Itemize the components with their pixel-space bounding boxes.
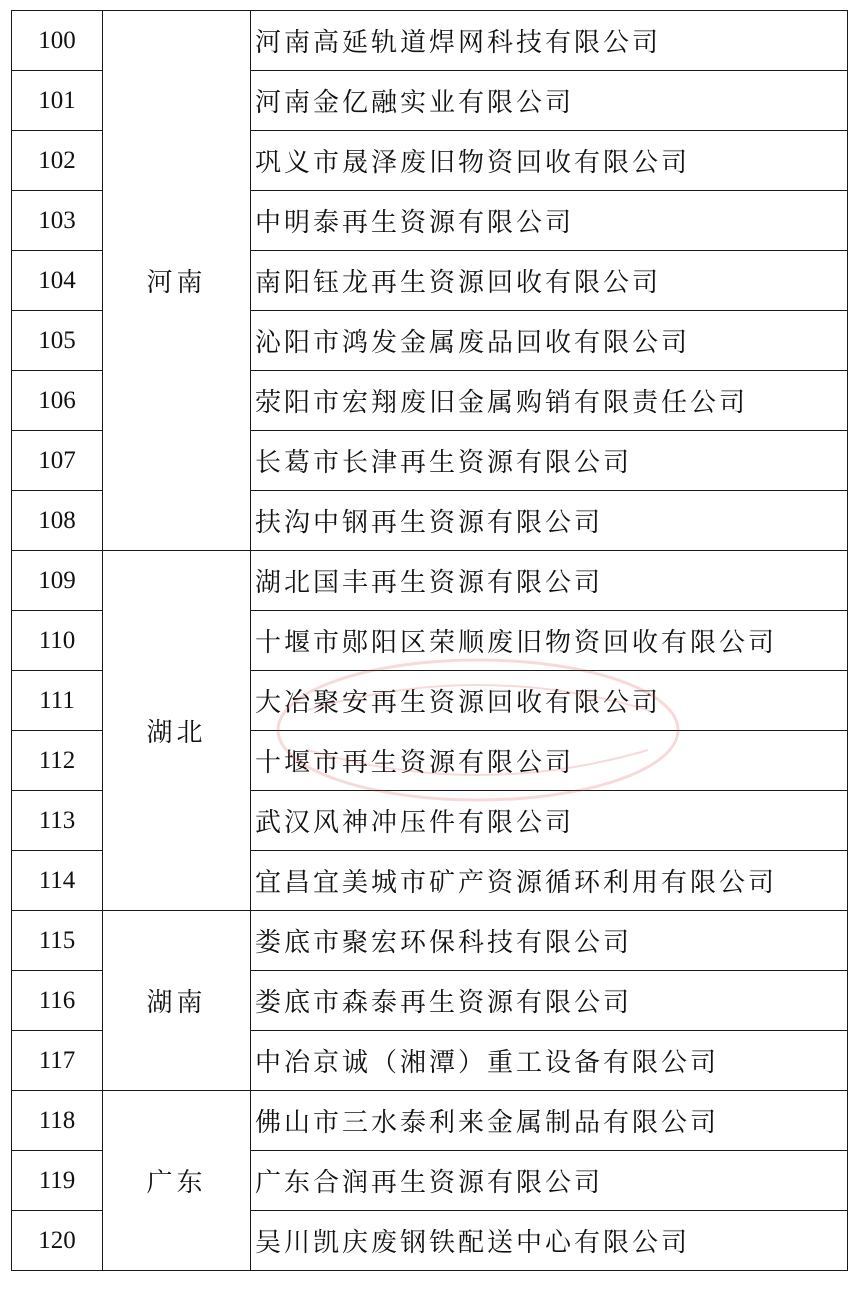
province-cell: 河南 (103, 11, 251, 551)
row-number-cell: 108 (12, 491, 103, 551)
table-row (12, 11, 848, 71)
table-row (12, 1091, 848, 1151)
row-number-cell: 114 (12, 851, 103, 911)
company-name-cell: 湖北国丰再生资源有限公司 (251, 551, 848, 611)
row-number-cell: 103 (12, 191, 103, 251)
table-row (12, 911, 848, 971)
province-cell: 广东 (103, 1091, 251, 1271)
company-name-cell: 大冶聚安再生资源回收有限公司 (251, 671, 848, 731)
company-name-cell: 广东合润再生资源有限公司 (251, 1151, 848, 1211)
row-number-cell: 100 (12, 11, 103, 71)
company-name-cell: 长葛市长津再生资源有限公司 (251, 431, 848, 491)
row-number-cell: 120 (12, 1211, 103, 1271)
row-number-cell: 102 (12, 131, 103, 191)
province-cell: 湖南 (103, 911, 251, 1091)
row-number-cell: 106 (12, 371, 103, 431)
company-name-cell: 河南金亿融实业有限公司 (251, 71, 848, 131)
row-number-cell: 109 (12, 551, 103, 611)
row-number-cell: 119 (12, 1151, 103, 1211)
row-number-cell: 115 (12, 911, 103, 971)
row-number-cell: 112 (12, 731, 103, 791)
row-number-cell: 101 (12, 71, 103, 131)
company-name-cell: 巩义市晟泽废旧物资回收有限公司 (251, 131, 848, 191)
row-number-cell: 110 (12, 611, 103, 671)
company-name-cell: 佛山市三水泰利来金属制品有限公司 (251, 1091, 848, 1151)
company-name-cell: 吴川凯庆废钢铁配送中心有限公司 (251, 1211, 848, 1271)
company-name-cell: 南阳钰龙再生资源回收有限公司 (251, 251, 848, 311)
company-name-cell: 中冶京诚（湘潭）重工设备有限公司 (251, 1031, 848, 1091)
company-name-cell: 宜昌宜美城市矿产资源循环利用有限公司 (251, 851, 848, 911)
province-cell: 湖北 (103, 551, 251, 911)
company-name-cell: 十堰市郧阳区荣顺废旧物资回收有限公司 (251, 611, 848, 671)
company-name-cell: 娄底市聚宏环保科技有限公司 (251, 911, 848, 971)
company-name-cell: 十堰市再生资源有限公司 (251, 731, 848, 791)
row-number-cell: 116 (12, 971, 103, 1031)
row-number-cell: 113 (12, 791, 103, 851)
company-name-cell: 河南高延轨道焊网科技有限公司 (251, 11, 848, 71)
company-name-cell: 扶沟中钢再生资源有限公司 (251, 491, 848, 551)
company-name-cell: 荥阳市宏翔废旧金属购销有限责任公司 (251, 371, 848, 431)
row-number-cell: 105 (12, 311, 103, 371)
company-name-cell: 中明泰再生资源有限公司 (251, 191, 848, 251)
company-list-table (11, 10, 848, 1271)
company-name-cell: 沁阳市鸿发金属废品回收有限公司 (251, 311, 848, 371)
row-number-cell: 111 (12, 671, 103, 731)
row-number-cell: 118 (12, 1091, 103, 1151)
company-list-body (12, 11, 848, 1271)
row-number-cell: 117 (12, 1031, 103, 1091)
company-name-cell: 娄底市森泰再生资源有限公司 (251, 971, 848, 1031)
row-number-cell: 107 (12, 431, 103, 491)
table-row (12, 551, 848, 611)
company-name-cell: 武汉风神冲压件有限公司 (251, 791, 848, 851)
row-number-cell: 104 (12, 251, 103, 311)
